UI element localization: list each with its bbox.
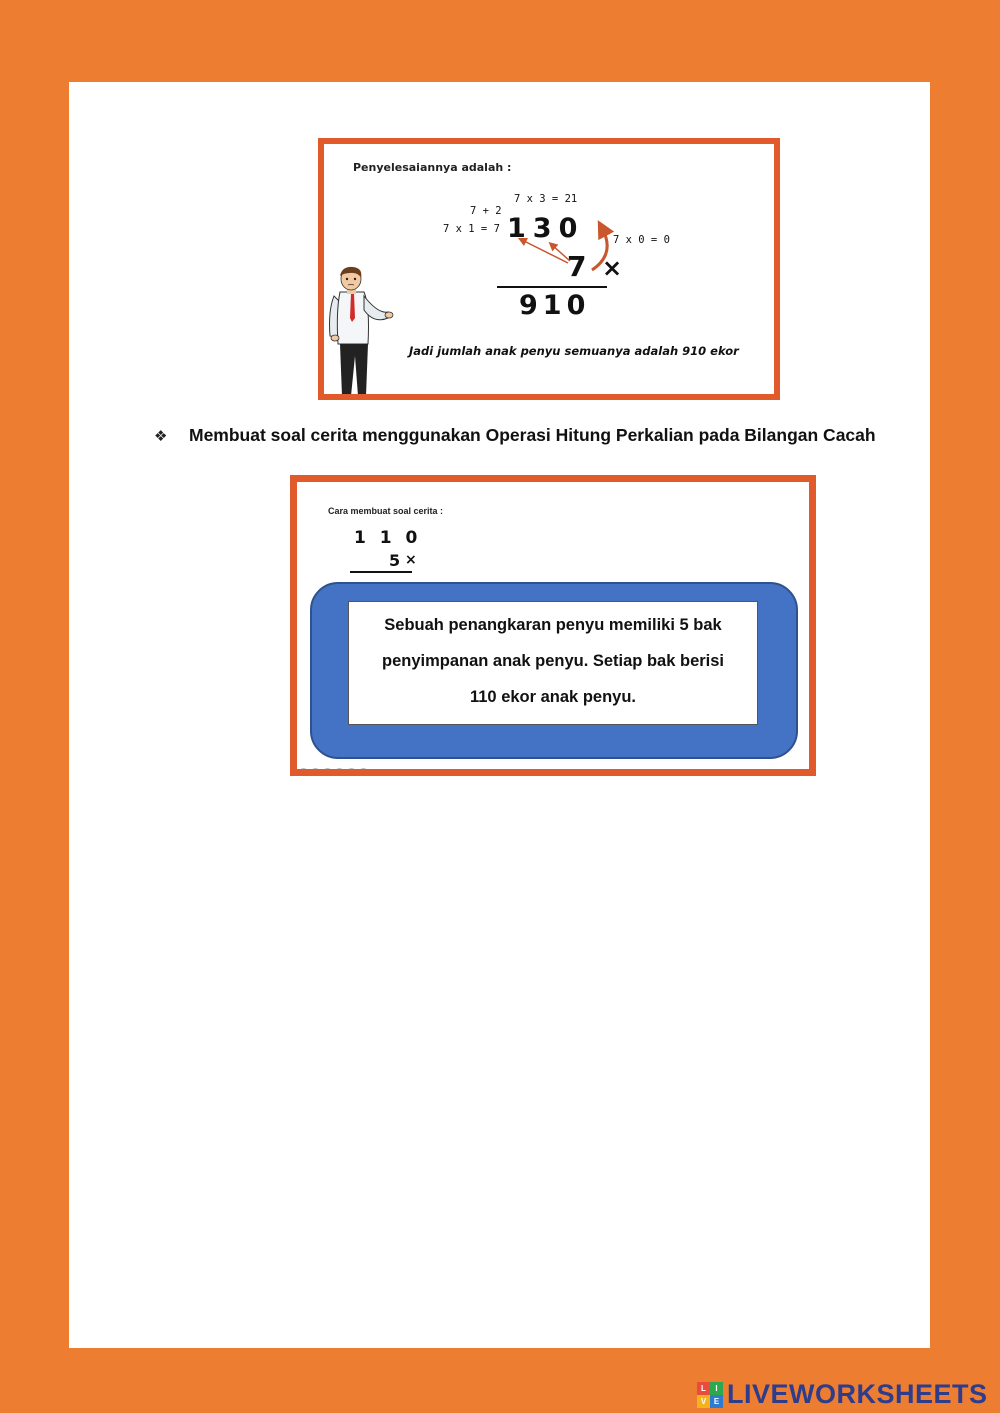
story-multiplicand: 1 1 0 <box>354 528 422 548</box>
prev-slide-icon[interactable] <box>299 768 308 776</box>
story-problem-slide <box>290 475 816 776</box>
diamond-bullet-icon: ❖ <box>154 427 168 445</box>
solution-slide <box>318 138 780 400</box>
multiplier: 7 <box>567 250 587 283</box>
teacher-character-icon <box>326 266 396 400</box>
result: 910 <box>519 290 591 321</box>
multiply-operator: × <box>602 254 623 282</box>
grid-icon[interactable] <box>335 768 344 776</box>
logo-text: LIVEWORKSHEETS <box>727 1379 988 1409</box>
section-heading-text: Membuat soal cerita menggunakan Operasi Hitung Perkalian pada Bilangan Cacah <box>189 425 876 445</box>
liveworksheets-logo <box>697 1379 988 1410</box>
conclusion-text: Jadi jumlah anak penyu semuanya adalah 910 ekor <box>409 344 739 358</box>
logo-mark-icon: L I V E <box>697 1382 723 1408</box>
slide-player-toolbar <box>299 768 368 776</box>
calc-carry: 7 + 2 <box>470 205 502 217</box>
story-sum-line <box>350 571 412 573</box>
story-text-box <box>348 601 758 725</box>
arrow-to-three <box>552 245 570 261</box>
story-slide-title: Cara membuat soal cerita : <box>328 506 444 516</box>
solution-title: Penyelesaiannya adalah : <box>353 161 512 174</box>
story-line-1: Sebuah penangkaran penyu memiliki 5 bak <box>384 616 722 634</box>
story-line-2: penyimpanan anak penyu. Setiap bak berisi <box>381 652 725 670</box>
calc-left: 7 x 1 = 7 <box>443 223 500 235</box>
arrow-to-zero <box>592 228 607 270</box>
multiplicand: 130 <box>507 213 585 244</box>
story-multiply-operator: × <box>405 552 417 568</box>
story-line-3: 110 ekor anak penyu. <box>469 688 636 706</box>
next-slide-icon[interactable] <box>311 768 320 776</box>
zoom-icon[interactable] <box>347 768 356 776</box>
calc-top: 7 x 3 = 21 <box>514 193 578 205</box>
arrow-to-one <box>522 240 568 263</box>
story-multiplier: 5 <box>389 551 401 570</box>
more-icon[interactable] <box>359 768 368 776</box>
calc-right: 7 x 0 = 0 <box>613 234 670 246</box>
pen-icon[interactable] <box>323 768 332 776</box>
section-heading <box>154 425 876 446</box>
